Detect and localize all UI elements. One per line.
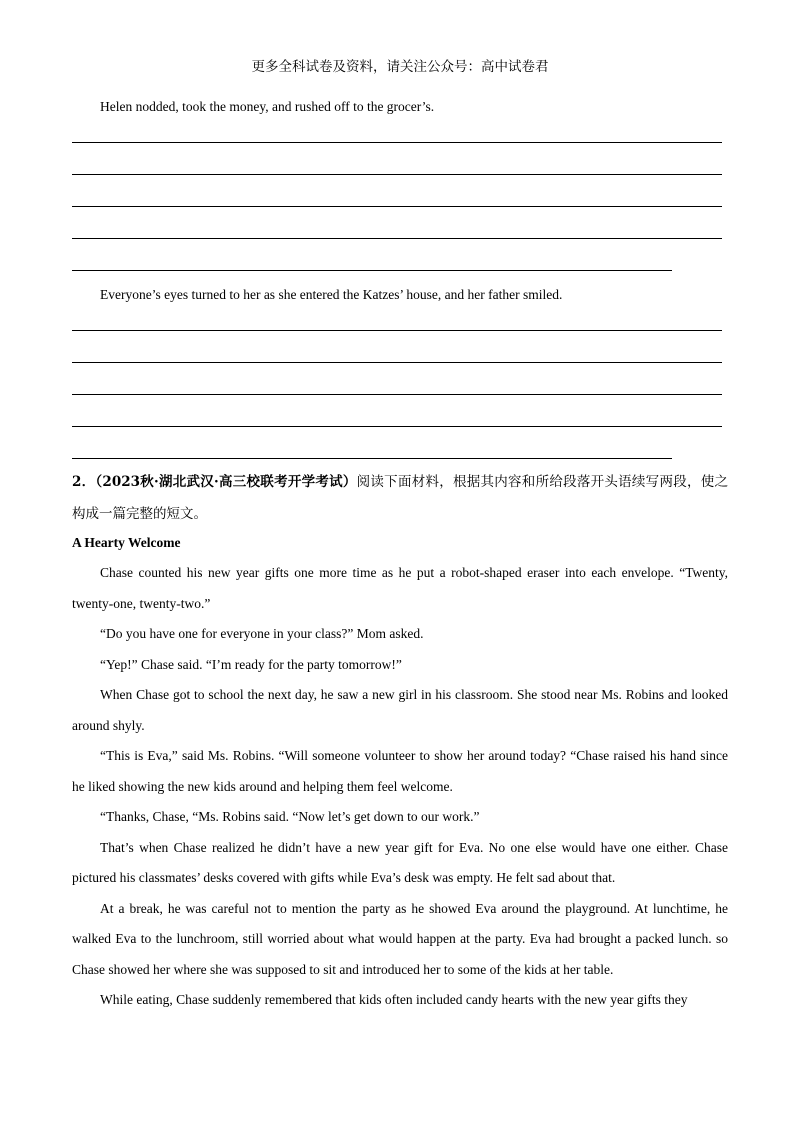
passage-paragraph: That’s when Chase realized he didn’t have a new year gift for Eva. No one else would have one either. Chase pictured his classmates’ desks covered with gifts while Eva’s desk was empty. He felt sad about that. [72, 839, 728, 885]
passage-paragraph: “This is Eva,” said Ms. Robins. “Will someone volunteer to show her around today? “Chase raised his hand since he liked showing the new kids around and helping them feel welcome. [72, 748, 728, 794]
answer-line [72, 174, 722, 175]
passage-title: A Hearty Welcome [72, 535, 181, 550]
passage-paragraph: “Thanks, Chase, “Ms. Robins said. “Now let’s get down to our work.” [100, 809, 480, 824]
question-instruction: 阅读下面材料，根据其内容和所给段落开头语续写两段，使之构成一篇完整的短文。 [72, 474, 728, 522]
page-header-notice: 更多全科试卷及资料，请关注公众号：高中试卷君 [251, 59, 549, 75]
question-source: （2023秋·湖北武汉·高三校联考开学考试） [95, 474, 357, 490]
answer-line [72, 394, 722, 395]
continuation-prompt-1: Helen nodded, took the money, and rushed off to the grocer’s. [100, 99, 435, 114]
answer-line [72, 142, 722, 143]
answer-line [72, 206, 722, 207]
answer-line [72, 458, 672, 459]
passage-body [72, 558, 728, 1016]
answer-line [72, 270, 672, 271]
passage-paragraph: At a break, he was careful not to mention the party as he showed Eva around the playground. At lunchtime, he walked Eva to the lunchroom, still worried about what would happen at the party. Eva had brought a packed lunch. so Chase showed her where she was supposed to sit and introduced her to some of the kids at her table. [72, 900, 728, 977]
answer-line [72, 238, 722, 239]
continuation-prompt-2: Everyone’s eyes turned to her as she entered the Katzes’ house, and her father smiled. [100, 287, 563, 302]
answer-line [72, 330, 722, 331]
passage-paragraph: “Yep!” Chase said. “I’m ready for the party tomorrow!” [100, 656, 402, 672]
question-2-heading [72, 466, 728, 530]
passage-paragraph: When Chase got to school the next day, he saw a new girl in his classroom. She stood near Ms. Robins and looked around shyly. [72, 687, 728, 733]
question-number: 2． [72, 474, 96, 490]
passage-paragraph: While eating, Chase suddenly remembered that kids often included candy hearts with the new year gifts they [100, 992, 688, 1007]
answer-line [72, 362, 722, 363]
passage-paragraph: Chase counted his new year gifts one more time as he put a robot-shaped eraser into each envelope. “Twenty, twenty-one, twenty-two.” [72, 565, 728, 611]
passage-paragraph: “Do you have one for everyone in your class?” Mom asked. [100, 626, 424, 641]
answer-line [72, 426, 722, 427]
